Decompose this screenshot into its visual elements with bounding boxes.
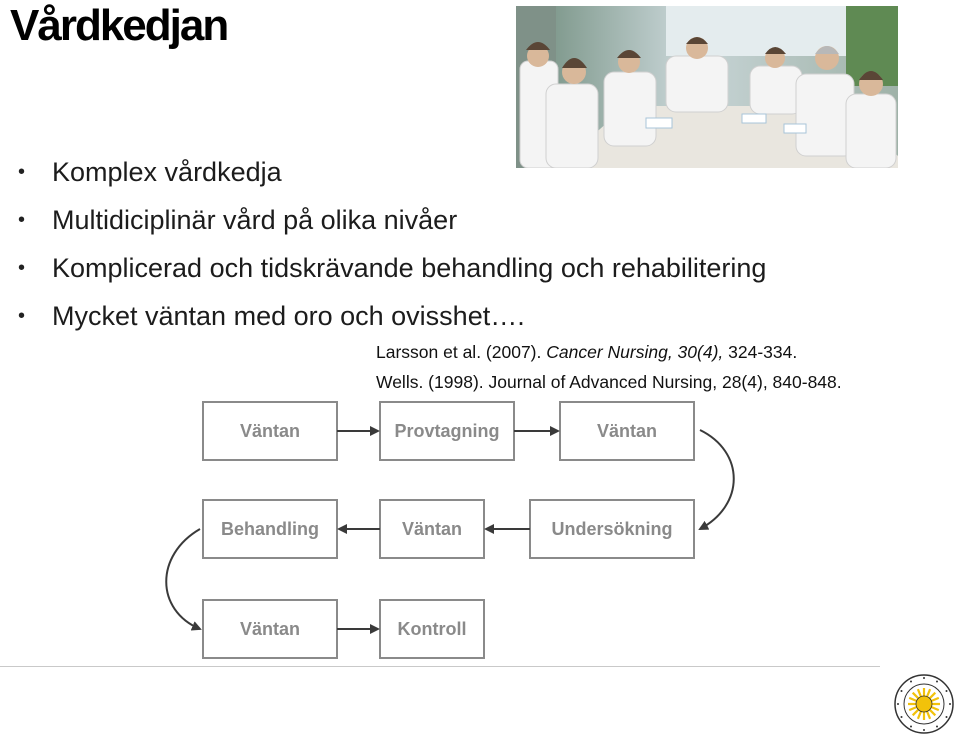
reference-journal: Cancer Nursing, 30(4), [546, 342, 724, 362]
flow-step-label: Väntan [239, 421, 301, 441]
reference-wells: Wells. (1998). Journal of Advanced Nursing, 28(4), 840-848. [376, 372, 842, 392]
flow-step-kontroll [380, 600, 484, 658]
reference-authors: Larsson et al. (2007). [376, 342, 542, 362]
bullet-icon: • [18, 209, 26, 231]
flow-step-vantan-4 [203, 600, 337, 658]
flow-arrow [166, 529, 200, 629]
bullet-text: Multidiciplinär vård på olika nivåer [52, 205, 458, 235]
reference-pages: 324-334. [728, 342, 798, 362]
flow-step-label: Provtagning [394, 421, 500, 441]
flow-step-vantan-2 [560, 402, 694, 460]
university-logo-icon [893, 673, 955, 735]
slide-title: Vårdkedjan [10, 1, 228, 50]
flow-step-label: Väntan [401, 519, 463, 539]
flow-step-provtagning [380, 402, 514, 460]
bullet-text: Mycket väntan med oro och ovisshet…. [52, 301, 525, 331]
bullet-text: Komplicerad och tidskrävande behandling och rehabilitering [52, 253, 767, 283]
flow-step-label: Undersökning [551, 519, 673, 539]
flow-step-label: Behandling [221, 519, 319, 539]
flow-step-vantan-3 [380, 500, 484, 558]
flow-step-undersokning [530, 500, 694, 558]
flow-arrow [700, 430, 734, 529]
bullet-icon: • [18, 257, 26, 279]
bullet-text: Komplex vårdkedja [52, 157, 282, 187]
footer-divider [0, 666, 880, 667]
flow-step-behandling [203, 500, 337, 558]
flow-step-vantan-1 [203, 402, 337, 460]
flow-step-label: Väntan [239, 619, 301, 639]
flow-step-label: Väntan [596, 421, 658, 441]
bullet-icon: • [18, 161, 26, 183]
flow-step-label: Kontroll [397, 619, 467, 639]
bullet-icon: • [18, 305, 26, 327]
